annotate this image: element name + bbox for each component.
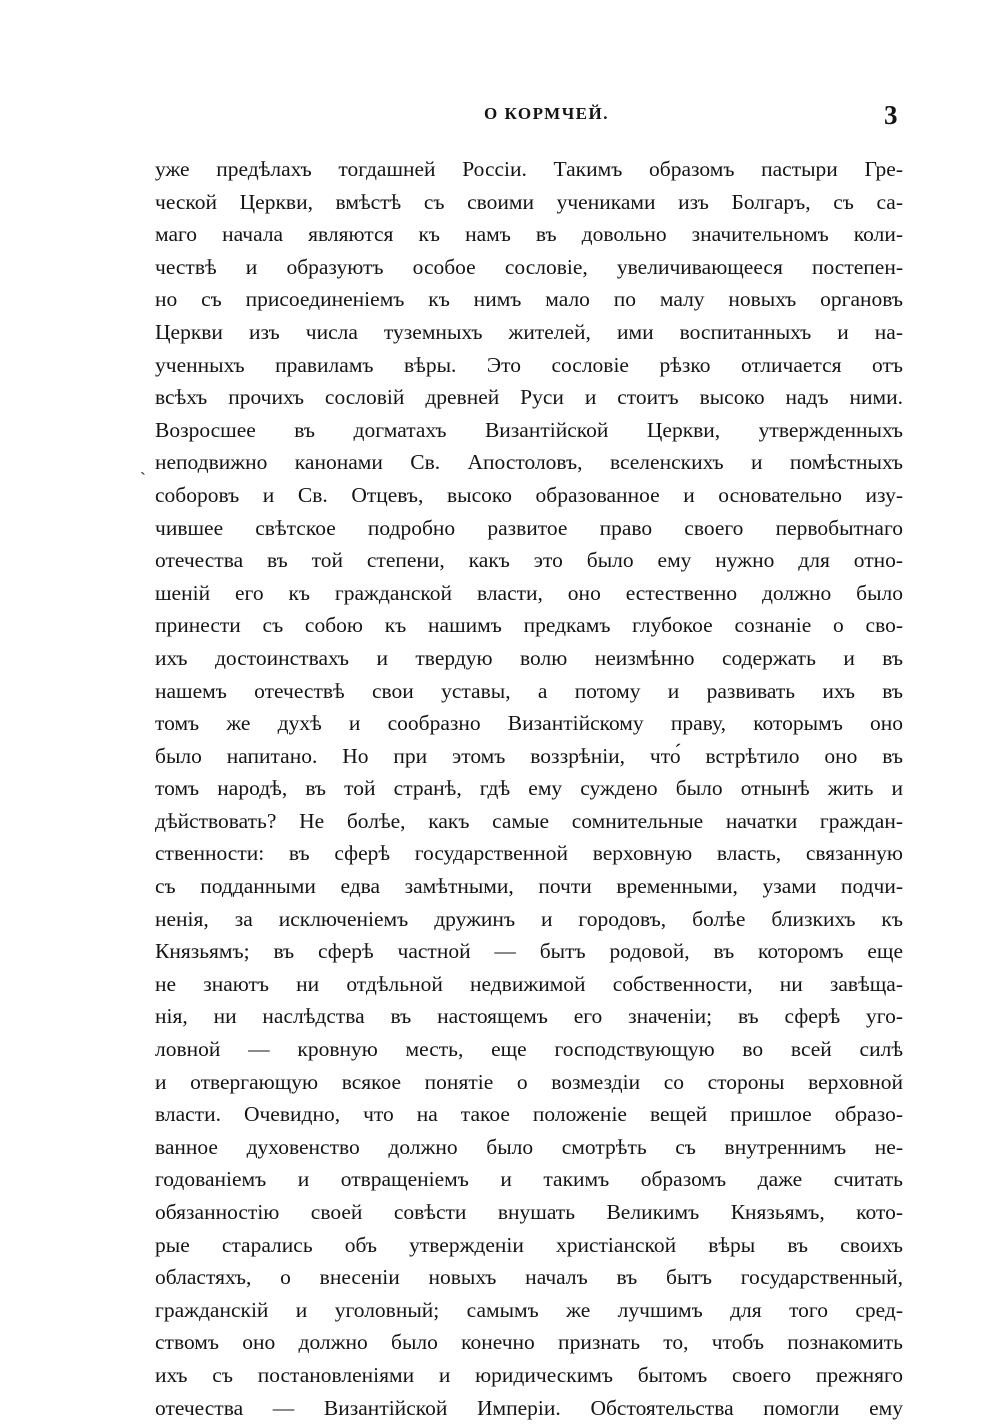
- text-line: всѣхъ прочихъ сословій древней Руси и стоитъ высоко надъ ними.: [155, 385, 903, 410]
- text-line: уже предѣлахъ тогдашней Россіи. Такимъ образомъ пастыри Гре-: [155, 157, 903, 181]
- text-line: съ подданными едва замѣтными, почти временными, узами подчи-: [155, 874, 903, 899]
- text-line: ческой Церкви, вмѣстѣ съ своими учениками изъ Болгаръ, съ са-: [155, 189, 903, 214]
- text-line: томъ народѣ, въ той странѣ, гдѣ ему суждено было отнынѣ жить и: [155, 776, 903, 801]
- text-line: соборовъ и Св. Отцевъ, высоко образованное и основательно изу-: [155, 482, 903, 507]
- text-line: Князьямъ; въ сферѣ частной — бытъ родовой, въ которомъ еще: [155, 939, 903, 964]
- text-line: отечества въ той степени, какъ это было ему нужно для отно-: [155, 548, 903, 573]
- text-line: чествѣ и образуютъ особое сословіе, увеличивающееся постепен-: [155, 254, 903, 279]
- text-line: годованіемъ и отвращеніемъ и такимъ образомъ даже считать: [155, 1167, 903, 1192]
- text-line: Возросшее въ догматахъ Византійской Церкви, утвержденныхъ: [155, 417, 903, 442]
- text-line: областяхъ, о внесеніи новыхъ началъ въ бытъ государственный,: [155, 1265, 903, 1290]
- text-line: ствомъ оно должно было конечно признать то, чтобъ познакомить: [155, 1330, 903, 1355]
- text-line: чившее свѣтское подробно развитое право своего первобытнаго: [155, 515, 903, 540]
- text-line: было напитано. Но при этомъ воззрѣніи, что́ встрѣтило оно въ: [155, 743, 903, 768]
- text-line: маго начала являются къ намъ въ довольно значительномъ коли-: [155, 222, 903, 247]
- text-line: рые старались объ утвержденіи христіанской вѣры въ своихъ: [155, 1232, 903, 1257]
- margin-mark: ˎ: [140, 455, 146, 475]
- body-text: [155, 153, 903, 1424]
- text-line: но съ присоединеніемъ къ нимъ мало по малу новыхъ органовъ: [155, 287, 903, 312]
- text-line: томъ же духѣ и сообразно Византійскому праву, которымъ оно: [155, 711, 903, 736]
- text-line: не знаютъ ни отдѣльной недвижимой собственности, ни завѣща-: [155, 971, 903, 996]
- text-line: ихъ съ постановленіями и юридическимъ бытомъ своего прежняго: [155, 1362, 903, 1387]
- text-line: обязанностію своей совѣсти внушать Великимъ Князьямъ, кото-: [155, 1200, 903, 1224]
- text-line: власти. Очевидно, что на такое положеніе вещей пришлое образо-: [155, 1102, 903, 1127]
- text-line: шеній его къ гражданской власти, оно естественно должно было: [155, 580, 903, 605]
- page-number: 3: [884, 100, 898, 130]
- text-line: ванное духовенство должно было смотрѣть съ внутреннимъ не-: [155, 1134, 903, 1159]
- text-line: ственности: въ сферѣ государственной верховную власть, связанную: [155, 841, 903, 866]
- text-line: принести съ собою къ нашимъ предкамъ глубокое сознаніе о сво-: [155, 613, 903, 638]
- text-line: отечества — Византійской Имперіи. Обстоятельства помогли ему: [155, 1395, 903, 1420]
- text-line: ихъ достоинствахъ и твердую волю неизмѣнно содержать и въ: [155, 645, 903, 670]
- text-line: дѣйствовать? Не болѣе, какъ самые сомнительные начатки граждан-: [155, 808, 903, 833]
- text-line: гражданскій и уголовный; самымъ же лучшимъ для того сред-: [155, 1297, 903, 1322]
- text-line: ловной — кровную месть, еще господствующую во всей силѣ: [155, 1037, 903, 1062]
- text-line: Церкви изъ числа туземныхъ жителей, ими воспитанныхъ и на-: [155, 319, 903, 344]
- text-line: ученныхъ правиламъ вѣры. Это сословіе рѣзко отличается отъ: [155, 352, 903, 377]
- running-title: О КОРМЧЕЙ.: [484, 104, 609, 123]
- text-line: и отвергающую всякое понятіе о возмездіи со стороны верховной: [155, 1069, 903, 1094]
- text-line: ненія, за исключеніемъ дружинъ и городовъ, болѣе близкихъ къ: [155, 906, 903, 931]
- text-line: нашемъ отечествѣ свои уставы, а потому и развивать ихъ въ: [155, 678, 903, 703]
- text-line: неподвижно канонами Св. Апостоловъ, вселенскихъ и помѣстныхъ: [155, 450, 903, 475]
- text-line: нія, ни наслѣдства въ настоящемъ его значеніи; въ сферѣ уго-: [155, 1004, 903, 1029]
